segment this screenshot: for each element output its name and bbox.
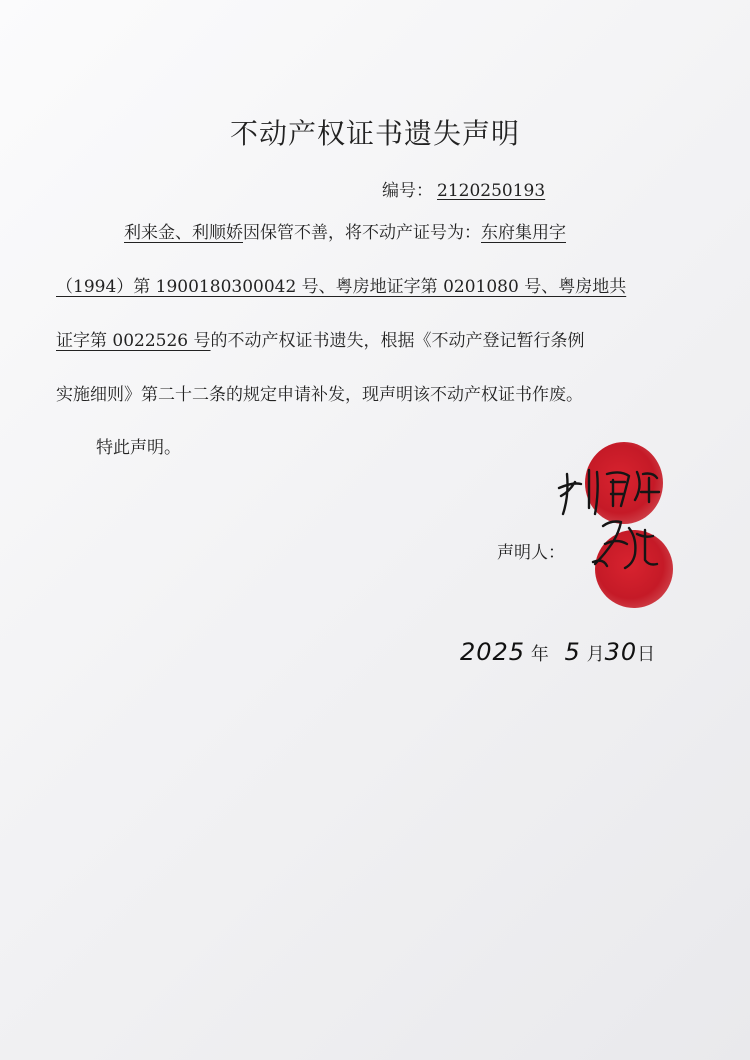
handwritten-signature	[545, 452, 685, 592]
date-year-unit: 年	[530, 644, 549, 665]
date-month-unit: 月	[586, 644, 605, 665]
date-year: 2025	[460, 638, 526, 666]
body-text-3: 的不动产权证书遗失，根据《不动产登记暂行条例	[210, 331, 585, 351]
certificate-number-part-3: 证字第 0022526 号	[56, 331, 211, 351]
body-line-4: 实施细则》第二十二条的规定申请补发，现声明该不动产权证书作废。	[56, 385, 583, 405]
certificate-number-part-2: （1994）第 1900180300042 号、粤房地证字第 0201080 号、粤房地共	[56, 277, 627, 297]
date-day-unit: 日	[637, 644, 656, 665]
certificate-number-part-1: 东府集用字	[481, 223, 566, 243]
date-day: 30	[604, 638, 638, 666]
body-text-1: 因保管不善，将不动产证号为：	[243, 223, 481, 243]
closing-statement: 特此声明。	[96, 438, 181, 458]
body-line-2	[56, 272, 626, 297]
signature-date	[460, 638, 655, 666]
date-month: 5	[564, 638, 581, 666]
serial-label: 编号：	[382, 181, 433, 201]
serial-number-row	[382, 176, 545, 201]
document-title: 不动产权证书遗失声明	[229, 117, 520, 150]
serial-number: 2120250193	[437, 181, 546, 201]
body-line-1	[124, 218, 566, 243]
body-line-3	[56, 326, 585, 351]
owner-names: 利来金、利顺娇	[124, 223, 243, 243]
declarant-label: 声明人：	[497, 543, 565, 563]
